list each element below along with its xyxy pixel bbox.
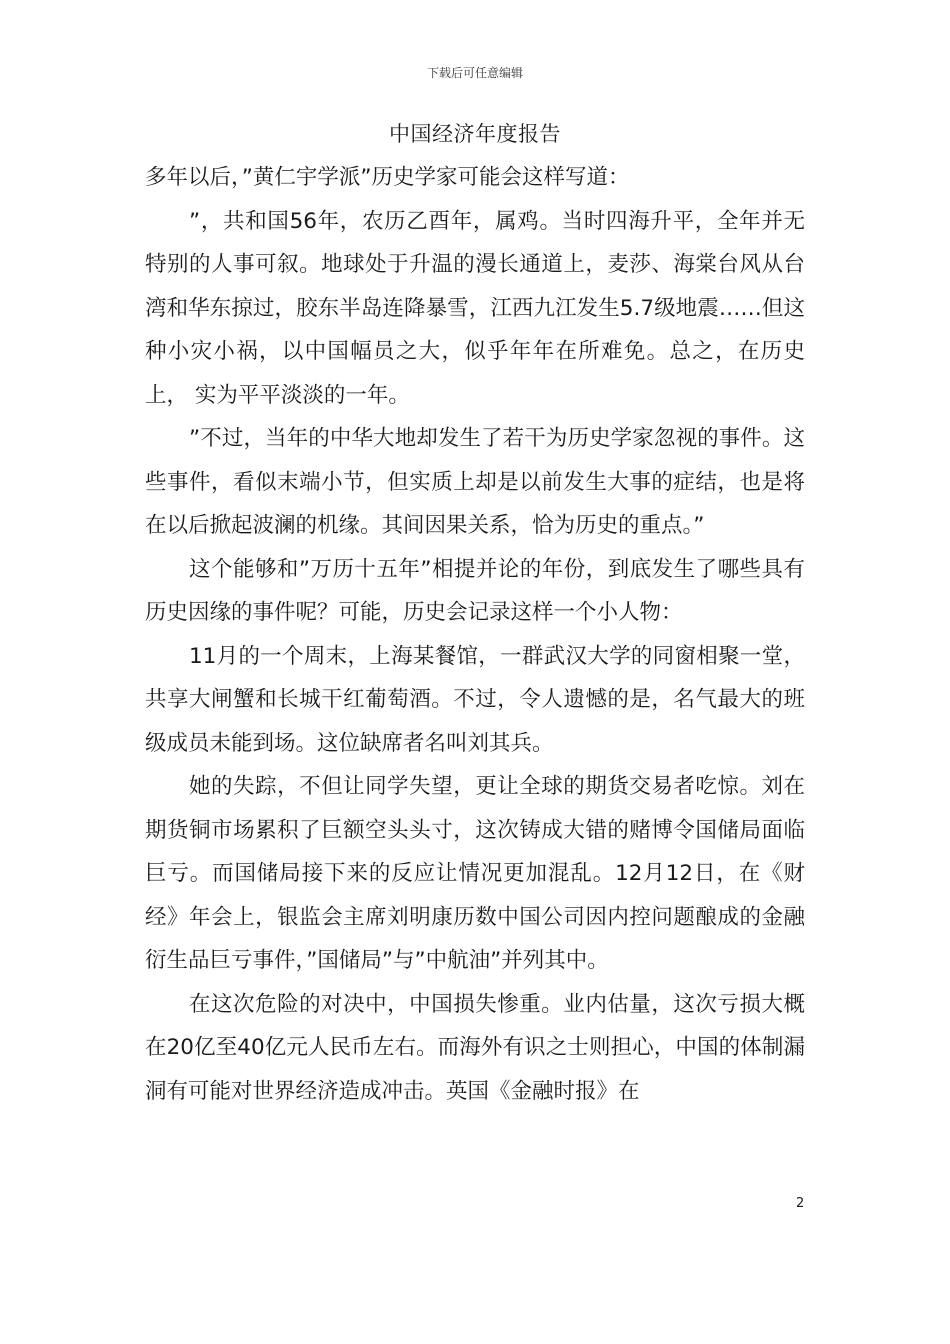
paragraph: 多年以后，”黄仁宇学派”历史学家可能会这样写道：	[145, 165, 630, 190]
paragraph: ”，共和国56年，农历乙酉年，属鸡。当时四海升平，全年并无特别的人事可叙。地球处于升温的漫长通道上，麦莎、海棠台风从台湾和华东掠过，胶东半岛连降暴雪，江西九江发生5.7级地震……但这种小灾小祸，以中国幅员之大，似乎年年在所难免。总之，在历史上， 实为平平淡淡的一年。	[145, 208, 805, 408]
document-body	[145, 156, 805, 1113]
document-title: 中国经济年度报告	[389, 122, 561, 146]
paragraph: 11月的一个周末，上海某餐馆，一群武汉大学的同窗相聚一堂，共享大闸蟹和长城干红葡萄酒。不过，令人遗憾的是，名气最大的班级成员未能到场。这位缺席者名叫刘其兵。	[145, 643, 805, 756]
paragraph: 在这次危险的对决中，中国损失惨重。业内估量，这次亏损大概在20亿至40亿元人民币左右。而海外有识之士则担心，中国的体制漏洞有可能对世界经济造成冲击。英国《金融时报》在	[145, 991, 805, 1104]
paragraph: 她的失踪，不但让同学失望，更让全球的期货交易者吃惊。刘在期货铜市场累积了巨额空头头寸，这次铸成大错的赌博令国储局面临巨亏。而国储局接下来的反应让情况更加混乱。12月12日，在《财经》年会上，银监会主席刘明康历数中国公司因内控问题酿成的金融衍生品巨亏事件，”国储局”与”中航油”并列其中。	[145, 774, 805, 973]
page-number: 2	[796, 1196, 805, 1211]
paragraph: 这个能够和”万历十五年”相提并论的年份，到底发生了哪些具有历史因缘的事件呢？可能，历史会记录这样一个小人物：	[145, 556, 805, 625]
header-note: 下载后可任意编辑	[426, 66, 523, 80]
paragraph: ”不过，当年的中华大地却发生了若干为历史学家忽视的事件。这些事件，看似末端小节，但实质上却是以前发生大事的症结，也是将在以后掀起波澜的机缘。其间因果关系，恰为历史的重点。”	[145, 426, 805, 538]
